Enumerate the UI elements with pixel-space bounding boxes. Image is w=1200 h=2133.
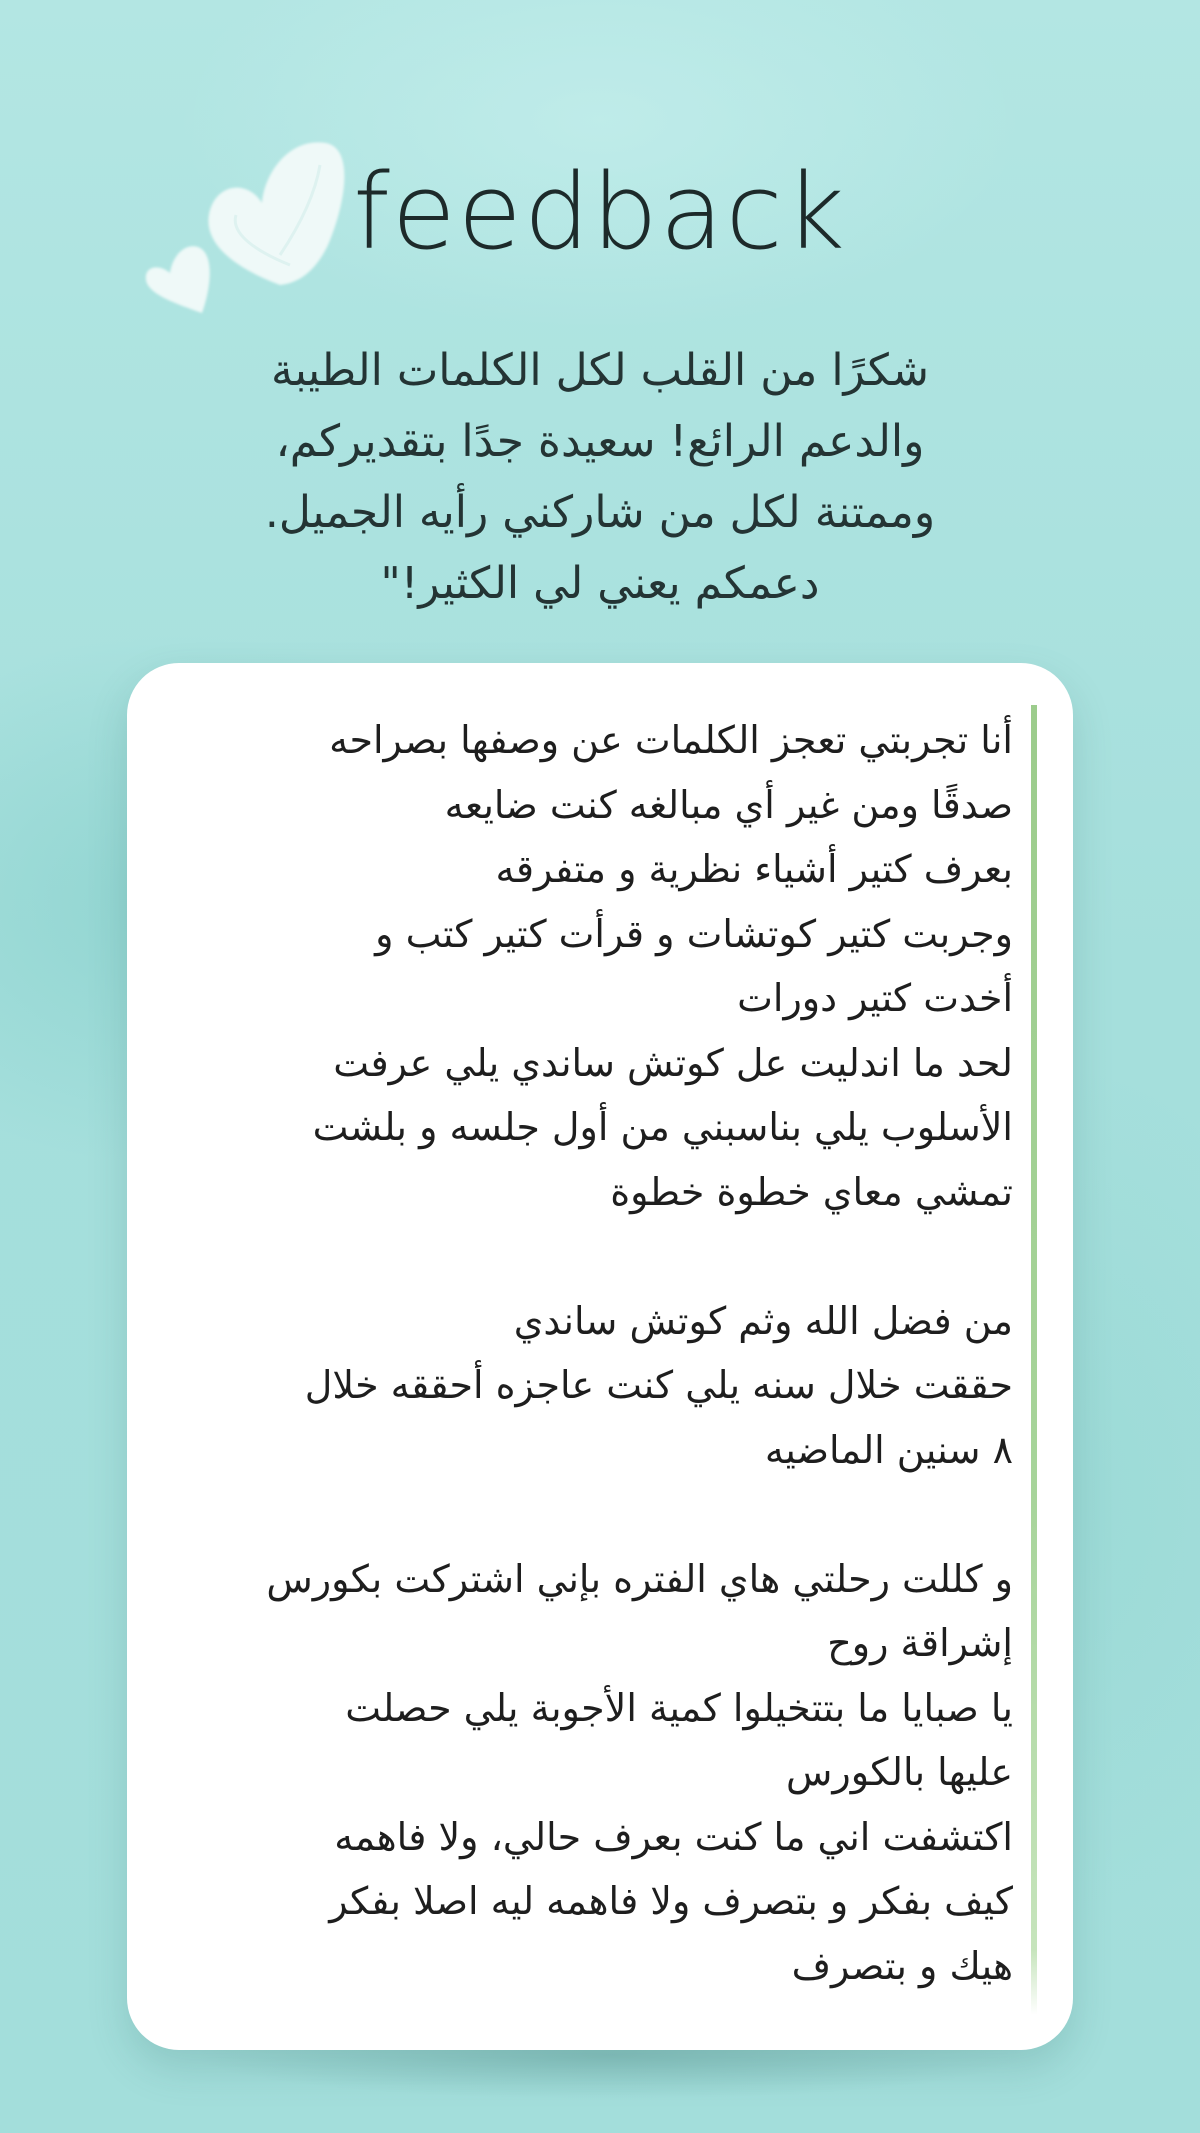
testimonial-line: صدقًا ومن غير أي مبالغه كنت ضايعه xyxy=(444,782,1013,827)
testimonial-line: ٨ سنين الماضيه xyxy=(764,1427,1013,1472)
testimonial-line: بعرف كتير أشياء نظرية و متفرقه xyxy=(495,847,1013,891)
testimonial-line: إشراقة روح xyxy=(827,1621,1013,1665)
testimonial-line: حققت خلال سنه يلي كنت عاجزه أحققه خلال xyxy=(304,1363,1013,1407)
testimonial-line: وجربت كتير كوتشات و قرأت كتير كتب و xyxy=(375,911,1013,956)
testimonial-line: اكتشفت اني ما كنت بعرف حالي، ولا فاهمه xyxy=(334,1814,1013,1859)
intro-line: شكرًا من القلب لكل الكلمات الطيبة xyxy=(271,345,929,396)
testimonial-line: هيك و بتصرف xyxy=(791,1943,1013,1988)
testimonial-blank-line xyxy=(183,1224,1013,1289)
quote-bar xyxy=(1031,705,1037,2015)
intro-line: دعمكم يعني لي الكثير!" xyxy=(380,558,820,609)
testimonial-line: الأسلوب يلي بناسبني من أول جلسه و بلشت xyxy=(312,1105,1013,1149)
testimonial-line: يا صبايا ما بتتخيلوا كمية الأجوبة يلي حصلت xyxy=(345,1685,1013,1730)
testimonial-text xyxy=(183,708,1013,1998)
testimonial-blank-line xyxy=(183,1482,1013,1547)
testimonial-card xyxy=(127,663,1073,2050)
testimonial-line: عليها بالكورس xyxy=(786,1750,1013,1794)
testimonial-line: من فضل الله وثم كوتش ساندي xyxy=(513,1298,1013,1343)
intro-message xyxy=(220,335,980,619)
intro-line: وممتنة لكل من شاركني رأيه الجميل. xyxy=(264,487,936,538)
page-title: feedback xyxy=(353,151,847,273)
testimonial-line: تمشي معاي خطوة خطوة xyxy=(610,1169,1013,1214)
testimonial-line: أنا تجربتي تعجز الكلمات عن وصفها بصراحه xyxy=(329,718,1013,762)
testimonial-line: أخدت كتير دورات xyxy=(737,976,1013,1020)
intro-line: والدعم الرائع! سعيدة جدًا بتقديركم، xyxy=(275,416,925,467)
testimonial-line: لحد ما اندليت عل كوتش ساندي يلي عرفت xyxy=(333,1040,1013,1085)
testimonial-line: و كللت رحلتي هاي الفتره بإني اشتركت بكورس xyxy=(266,1556,1013,1601)
testimonial-line: كيف بفكر و بتصرف ولا فاهمه ليه اصلا بفكر xyxy=(329,1879,1013,1923)
